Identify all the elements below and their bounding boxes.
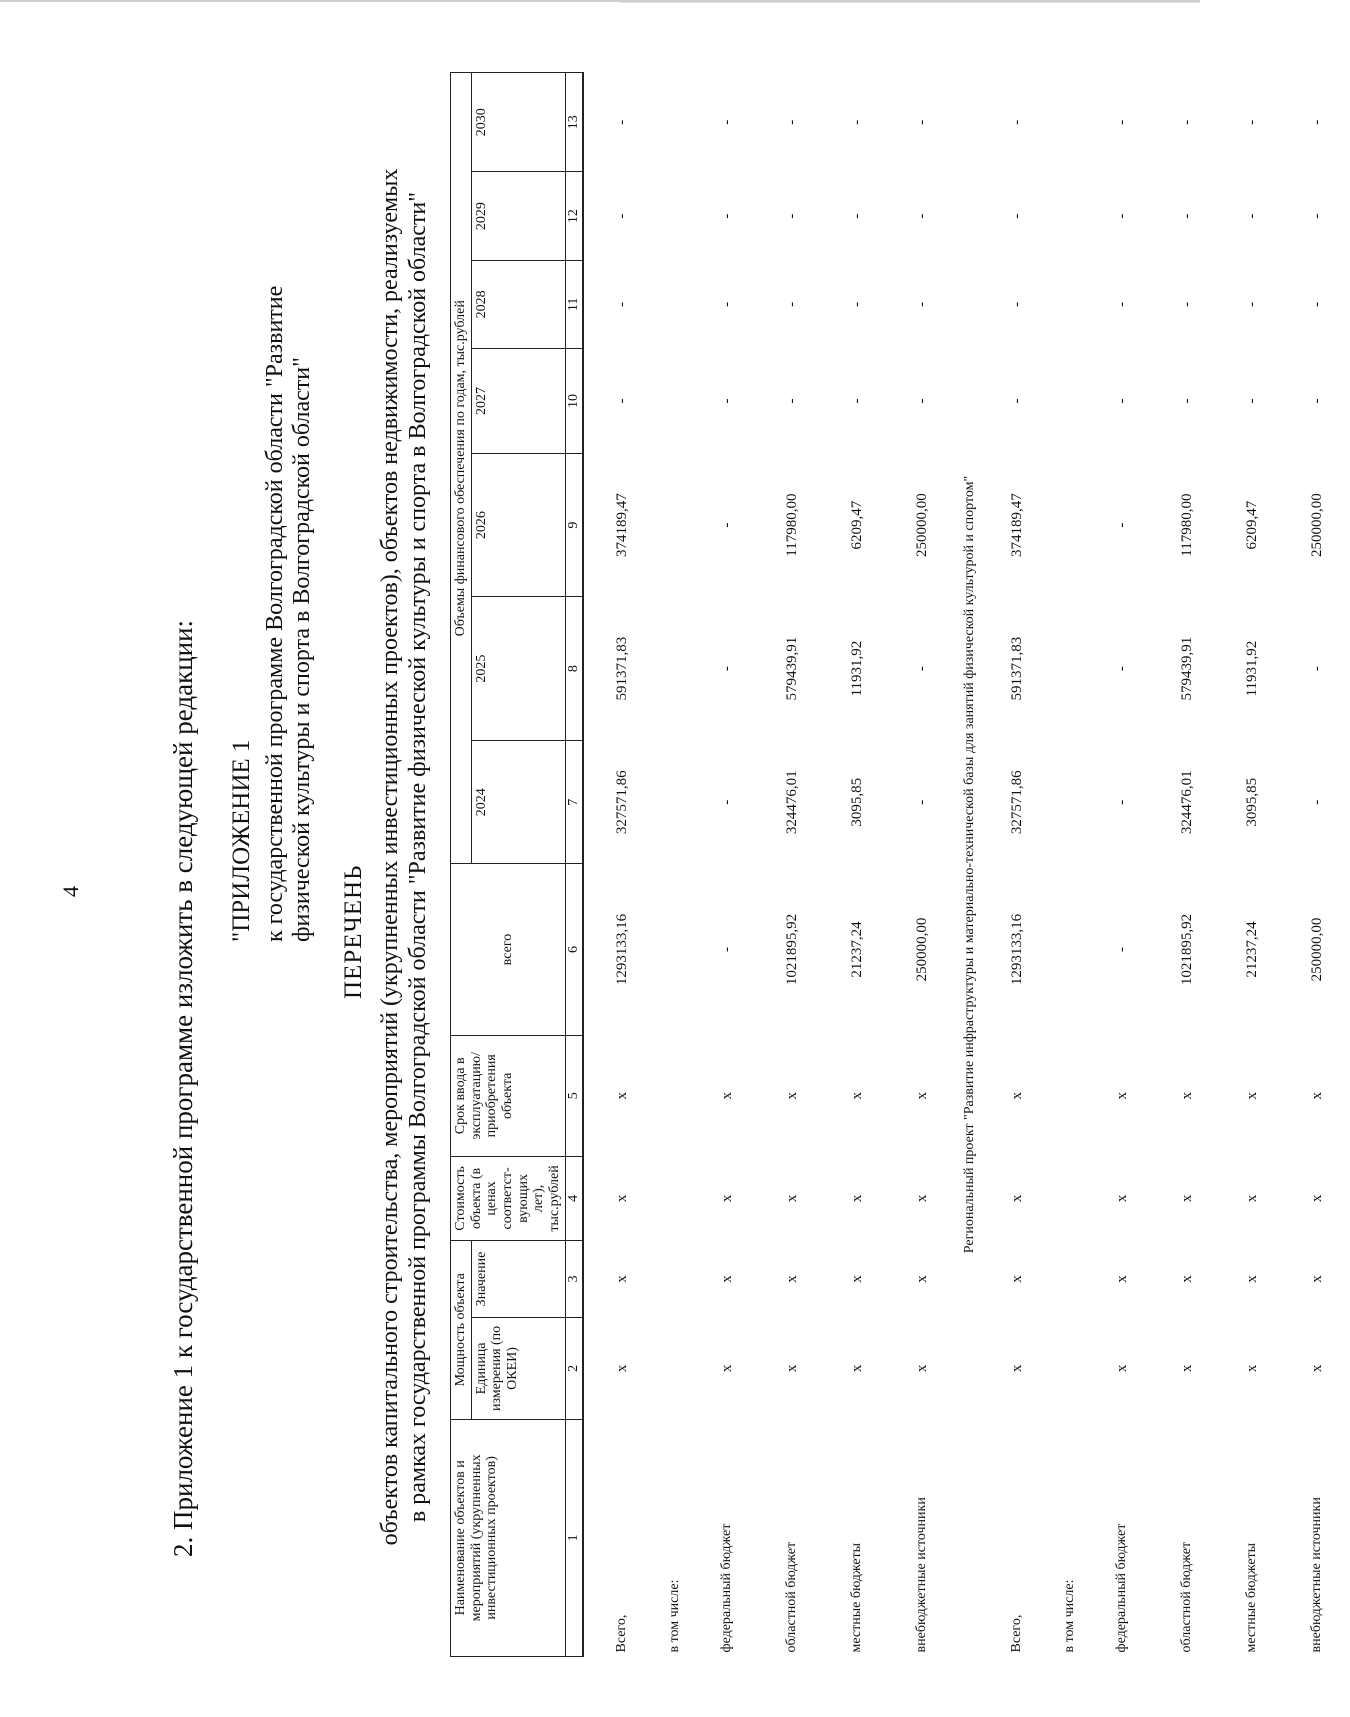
column-number: 10: [565, 349, 583, 454]
header-unit: Единица измерения (по ОКЕИ): [471, 1318, 565, 1420]
cell: -: [1113, 947, 1130, 953]
cell: 6209,47: [848, 500, 865, 550]
table-row: [1050, 73, 1090, 1657]
cell: -: [1243, 301, 1260, 307]
cell: х: [1113, 1364, 1130, 1373]
cell: х: [1008, 1092, 1025, 1100]
cell: -: [1308, 799, 1325, 805]
cell: -: [718, 666, 735, 672]
cell: 21237,24: [848, 921, 865, 978]
cell: 21237,24: [1243, 921, 1260, 978]
header-year-2025: 2025: [471, 597, 565, 740]
cell: 11931,92: [1243, 640, 1260, 697]
cell: -: [1008, 398, 1025, 404]
table-row: [1220, 73, 1285, 1657]
cell: -: [718, 213, 735, 219]
column-number: 6: [565, 864, 583, 1035]
cell: х: [1113, 1092, 1130, 1100]
subtitle-line: в рамках государственной программы Волгоградской области "Развитие физической культуры и спорта в Волгоградской области": [404, 191, 431, 1523]
column-number: 2: [565, 1318, 583, 1420]
row-label: федеральный бюджет: [719, 1523, 735, 1653]
cell: х: [1178, 1275, 1195, 1283]
cell: х: [613, 1194, 630, 1203]
cell: х: [1113, 1275, 1130, 1283]
row-label: в том числе:: [666, 1579, 682, 1653]
cell: 324476,01: [783, 770, 800, 835]
cell: х: [613, 1275, 630, 1283]
cell: х: [1308, 1364, 1325, 1373]
document-subtitle: [377, 137, 432, 1577]
cell: х: [913, 1092, 930, 1100]
cell: -: [1308, 119, 1325, 125]
cell: х: [913, 1275, 930, 1283]
cell: 327571,86: [1008, 770, 1025, 835]
cell: -: [718, 398, 735, 404]
cell: -: [913, 666, 930, 672]
document-title: ПЕРЕЧЕНЬ: [340, 864, 367, 999]
cell: -: [1113, 213, 1130, 219]
header-name: Наименование объектов и мероприятий (укрупненных инвестиционных проектов): [451, 1419, 566, 1656]
cell: -: [718, 947, 735, 953]
cell: -: [1178, 119, 1195, 125]
cell: -: [1243, 213, 1260, 219]
cell: х: [913, 1194, 930, 1203]
header-year-2030: 2030: [471, 73, 565, 172]
cell: -: [848, 398, 865, 404]
page-number: 4: [58, 886, 83, 897]
column-number: 11: [565, 260, 583, 348]
cell: -: [718, 799, 735, 805]
cell: -: [1113, 666, 1130, 672]
cell: х: [848, 1092, 865, 1100]
cell: х: [718, 1194, 735, 1203]
table-row: [985, 73, 1050, 1657]
cell: -: [913, 119, 930, 125]
cell: -: [1113, 119, 1130, 125]
row-label: областной бюджет: [784, 1541, 800, 1653]
column-number: 7: [565, 740, 583, 864]
cell: -: [1178, 301, 1195, 307]
financing-table: [450, 72, 1350, 1657]
table-row: [760, 73, 825, 1657]
cell: -: [1113, 301, 1130, 307]
cell: 579439,91: [783, 636, 800, 701]
row-label: Всего,: [1009, 1614, 1025, 1653]
cell: 591371,83: [613, 636, 630, 701]
cell: 3095,85: [1243, 777, 1260, 827]
header-year-2027: 2027: [471, 349, 565, 454]
cell: -: [913, 799, 930, 805]
cell: х: [718, 1364, 735, 1373]
header-power: Мощность объекта: [451, 1240, 472, 1419]
cell: х: [613, 1364, 630, 1373]
appendix-text: [262, 122, 316, 942]
cell: х: [1243, 1275, 1260, 1283]
row-label: внебюджетные источники: [1309, 1497, 1325, 1653]
cell: 1293133,16: [1008, 913, 1025, 986]
cell: х: [783, 1092, 800, 1100]
header-value: Значение: [471, 1240, 565, 1317]
cell: х: [1308, 1275, 1325, 1283]
header-year-2026: 2026: [471, 453, 565, 596]
cell: -: [913, 213, 930, 219]
cell: 374189,47: [1008, 493, 1025, 558]
table-row: [890, 73, 955, 1657]
cell: 1021895,92: [783, 913, 800, 986]
cell: 1021895,92: [1178, 913, 1195, 986]
column-number: 12: [565, 172, 583, 260]
column-number: 9: [565, 453, 583, 596]
cell: -: [613, 398, 630, 404]
cell: х: [718, 1092, 735, 1100]
cell: х: [1308, 1092, 1325, 1100]
cell: -: [848, 301, 865, 307]
cell: х: [1113, 1194, 1130, 1203]
cell: -: [718, 119, 735, 125]
row-label: в том числе:: [1061, 1579, 1077, 1653]
header-volumes: Объемы финансового обеспечения по годам, тыс.рублей: [451, 73, 472, 865]
cell: 250000,00: [1308, 917, 1325, 982]
cell: х: [1178, 1194, 1195, 1203]
cell: 250000,00: [913, 917, 930, 982]
subtitle-line: объектов капитального строительства, мероприятий (укрупненных инвестиционных проектов), объектов недвижимости, реализуемых: [377, 168, 403, 1546]
intro-text: 2. Приложение 1 к государственной программе изложить в следующей редакции:: [168, 619, 198, 1557]
table-row: [695, 73, 760, 1657]
header-year-2029: 2029: [471, 172, 565, 260]
cell: х: [1178, 1092, 1195, 1100]
cell: -: [613, 119, 630, 125]
row-label: федеральный бюджет: [1114, 1523, 1130, 1653]
cell: х: [1178, 1364, 1195, 1373]
cell: х: [783, 1194, 800, 1203]
column-number: 5: [565, 1035, 583, 1156]
cell: -: [783, 301, 800, 307]
header-total: всего: [451, 864, 566, 1035]
row-label: местные бюджеты: [849, 1542, 865, 1653]
cell: х: [848, 1364, 865, 1373]
cell: х: [783, 1364, 800, 1373]
cell: 324476,01: [1178, 770, 1195, 835]
cell: х: [848, 1275, 865, 1283]
cell: -: [1113, 799, 1130, 805]
header-term: Срок ввода в эксплуатацию/ приобретения объекта: [451, 1035, 566, 1156]
header-cost: Стоимость объекта (в ценах соответст- вующих лет), тыс.рублей: [451, 1156, 566, 1240]
cell: -: [1113, 522, 1130, 528]
cell: х: [1243, 1364, 1260, 1373]
row-label: Всего,: [614, 1614, 630, 1653]
cell: 11931,92: [848, 640, 865, 697]
cell: -: [783, 119, 800, 125]
header-year-2024: 2024: [471, 740, 565, 864]
cell: х: [913, 1364, 930, 1373]
table-row: [655, 73, 695, 1657]
cell: -: [1008, 301, 1025, 307]
row-label: внебюджетные источники: [914, 1497, 930, 1653]
cell: -: [1178, 213, 1195, 219]
cell: 6209,47: [1243, 500, 1260, 550]
cell: -: [1243, 119, 1260, 125]
cell: х: [1308, 1194, 1325, 1203]
cell: 591371,83: [1008, 636, 1025, 701]
cell: х: [1008, 1194, 1025, 1203]
cell: 117980,00: [783, 493, 800, 557]
cell: -: [1113, 398, 1130, 404]
cell: х: [718, 1275, 735, 1283]
cell: -: [913, 398, 930, 404]
column-number: 3: [565, 1240, 583, 1317]
cell: 327571,86: [613, 770, 630, 835]
column-number: 4: [565, 1156, 583, 1240]
cell: -: [848, 213, 865, 219]
cell: 117980,00: [1178, 493, 1195, 557]
cell: -: [1308, 213, 1325, 219]
cell: х: [1243, 1194, 1260, 1203]
cell: -: [718, 522, 735, 528]
cell: -: [1308, 301, 1325, 307]
cell: -: [613, 213, 630, 219]
table-row: [1285, 73, 1350, 1657]
cell: -: [783, 398, 800, 404]
row-label: местные бюджеты: [1244, 1542, 1260, 1653]
section-row: [955, 73, 985, 1657]
cell: х: [1243, 1092, 1260, 1100]
cell: х: [1008, 1364, 1025, 1373]
cell: -: [1008, 119, 1025, 125]
cell: 250000,00: [1308, 493, 1325, 558]
table-row: [1155, 73, 1220, 1657]
cell: -: [783, 213, 800, 219]
cell: 374189,47: [613, 493, 630, 558]
cell: 3095,85: [848, 777, 865, 827]
cell: -: [1243, 398, 1260, 404]
cell: х: [613, 1092, 630, 1100]
cell: х: [1008, 1275, 1025, 1283]
table-row: [1090, 73, 1155, 1657]
cell: 250000,00: [913, 493, 930, 558]
appendix-text-line: физической культуры и спорта в Волгоградской области": [288, 357, 315, 942]
cell: -: [718, 301, 735, 307]
appendix-text-line: к государственной программе Волгоградской области "Развитие: [262, 285, 288, 942]
cell: 579439,91: [1178, 636, 1195, 701]
table-row: [583, 73, 655, 1657]
cell: -: [848, 119, 865, 125]
column-number: 8: [565, 597, 583, 740]
cell: -: [913, 301, 930, 307]
cell: -: [1178, 398, 1195, 404]
section-title: Региональный проект "Развитие инфраструктуры и материально-технической базы для занятий физической культурой и спортом": [961, 475, 977, 1254]
cell: -: [1308, 666, 1325, 672]
column-number: 1: [565, 1419, 583, 1656]
row-label: областной бюджет: [1179, 1541, 1195, 1653]
cell: -: [1308, 398, 1325, 404]
cell: 1293133,16: [613, 913, 630, 986]
cell: -: [1008, 213, 1025, 219]
cell: х: [783, 1275, 800, 1283]
table-row: [825, 73, 890, 1657]
cell: х: [848, 1194, 865, 1203]
header-year-2028: 2028: [471, 260, 565, 348]
column-number: 13: [565, 73, 583, 172]
appendix-label: "ПРИЛОЖЕНИЕ 1: [228, 739, 255, 942]
cell: -: [613, 301, 630, 307]
